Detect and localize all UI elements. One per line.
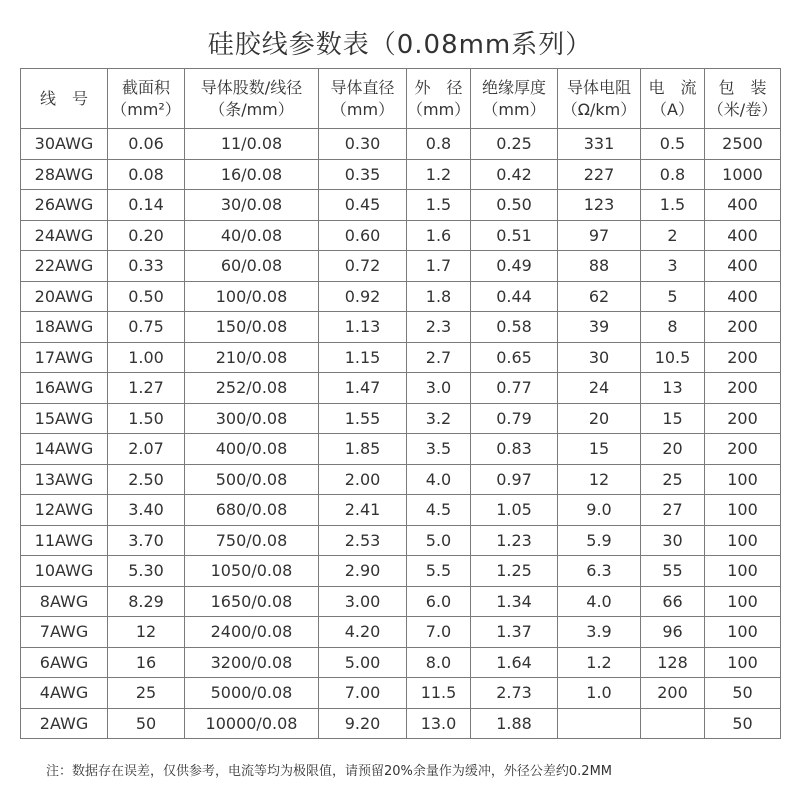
table-cell: 9.20 <box>319 708 407 739</box>
table-cell: 1.27 <box>108 373 185 404</box>
table-cell: 1.5 <box>407 190 471 221</box>
table-cell: 24 <box>558 373 641 404</box>
table-cell: 2.73 <box>471 678 558 709</box>
column-header-unit: （A） <box>651 99 694 119</box>
table-cell: 30 <box>558 342 641 373</box>
table-cell: 11AWG <box>21 525 108 556</box>
table-cell: 60/0.08 <box>185 251 319 282</box>
table-row <box>21 403 781 434</box>
table-cell: 20 <box>558 403 641 434</box>
table-cell: 400 <box>705 220 781 251</box>
table-cell: 9.0 <box>558 495 641 526</box>
column-header-unit: （mm） <box>330 99 395 119</box>
table-cell: 30AWG <box>21 129 108 160</box>
table-cell: 1.55 <box>319 403 407 434</box>
table-cell: 88 <box>558 251 641 282</box>
table-cell: 7AWG <box>21 617 108 648</box>
table-cell: 100 <box>705 525 781 556</box>
table-cell: 4.0 <box>558 586 641 617</box>
table-row <box>21 647 781 678</box>
column-header-label: 电 流 <box>648 77 697 97</box>
page-title: 硅胶线参数表（0.08mm系列） <box>207 30 593 60</box>
table-cell: 0.42 <box>471 159 558 190</box>
table-cell: 3.2 <box>407 403 471 434</box>
table-row <box>21 373 781 404</box>
table-cell: 5.5 <box>407 556 471 587</box>
table-cell: 25 <box>641 464 705 495</box>
table-cell: 50 <box>705 708 781 739</box>
table-cell: 11/0.08 <box>185 129 319 160</box>
table-cell: 16 <box>108 647 185 678</box>
table-cell: 1.23 <box>471 525 558 556</box>
table-row <box>21 617 781 648</box>
header-row <box>21 69 781 129</box>
table-cell: 96 <box>641 617 705 648</box>
table-cell: 4.20 <box>319 617 407 648</box>
table-row <box>21 220 781 251</box>
table-row <box>21 190 781 221</box>
table-cell: 2400/0.08 <box>185 617 319 648</box>
table-cell: 0.44 <box>471 281 558 312</box>
table-cell: 1.5 <box>641 190 705 221</box>
table-cell: 252/0.08 <box>185 373 319 404</box>
table-cell: 200 <box>705 312 781 343</box>
table-cell: 100 <box>705 617 781 648</box>
table-cell: 100 <box>705 495 781 526</box>
table-cell: 680/0.08 <box>185 495 319 526</box>
table-cell: 7.0 <box>407 617 471 648</box>
table-cell: 400 <box>705 190 781 221</box>
table-cell: 2.00 <box>319 464 407 495</box>
table-cell: 15AWG <box>21 403 108 434</box>
table-cell: 15 <box>558 434 641 465</box>
table-cell: 18AWG <box>21 312 108 343</box>
table-cell: 1.00 <box>108 342 185 373</box>
column-header-unit: （mm） <box>407 99 471 119</box>
table-cell: 1.50 <box>108 403 185 434</box>
column-header <box>21 69 108 129</box>
table-cell: 100 <box>705 556 781 587</box>
table-cell: 4.5 <box>407 495 471 526</box>
table-cell: 6AWG <box>21 647 108 678</box>
table-row <box>21 159 781 190</box>
table-cell: 0.72 <box>319 251 407 282</box>
table-cell: 2.07 <box>108 434 185 465</box>
column-header-unit: （mm²） <box>111 99 181 119</box>
column-header-unit: （米/卷） <box>707 99 778 119</box>
table-cell: 30 <box>641 525 705 556</box>
table-cell: 17AWG <box>21 342 108 373</box>
table-body <box>21 129 781 739</box>
table-cell: 200 <box>705 342 781 373</box>
table-cell: 97 <box>558 220 641 251</box>
table-cell: 24AWG <box>21 220 108 251</box>
table-cell: 30/0.08 <box>185 190 319 221</box>
table-cell: 2.41 <box>319 495 407 526</box>
table-cell: 3.5 <box>407 434 471 465</box>
table-cell: 128 <box>641 647 705 678</box>
table-cell: 5.00 <box>319 647 407 678</box>
table-cell: 3200/0.08 <box>185 647 319 678</box>
table-cell: 400 <box>705 281 781 312</box>
table-cell: 4.0 <box>407 464 471 495</box>
table-cell: 200 <box>705 434 781 465</box>
column-header-label: 线 号 <box>39 88 88 108</box>
column-header-label: 外 径 <box>414 77 463 97</box>
table-cell: 0.35 <box>319 159 407 190</box>
column-header <box>471 69 558 129</box>
table-cell: 1.25 <box>471 556 558 587</box>
table-cell <box>558 708 641 739</box>
table-cell: 400/0.08 <box>185 434 319 465</box>
table-cell: 400 <box>705 251 781 282</box>
table-cell: 0.8 <box>407 129 471 160</box>
table-cell: 300/0.08 <box>185 403 319 434</box>
column-header-unit: （条/mm） <box>209 99 294 119</box>
table-cell: 3.0 <box>407 373 471 404</box>
table-cell: 0.49 <box>471 251 558 282</box>
table-cell: 12 <box>108 617 185 648</box>
table-cell: 7.00 <box>319 678 407 709</box>
table-cell: 3 <box>641 251 705 282</box>
table-cell: 1.47 <box>319 373 407 404</box>
table-cell: 55 <box>641 556 705 587</box>
column-header <box>185 69 319 129</box>
table-cell: 1.05 <box>471 495 558 526</box>
table-cell: 0.14 <box>108 190 185 221</box>
column-header-label: 绝缘厚度 <box>481 77 546 97</box>
table-cell: 2.7 <box>407 342 471 373</box>
table-cell: 1650/0.08 <box>185 586 319 617</box>
table-cell: 0.06 <box>108 129 185 160</box>
table-cell: 50 <box>108 708 185 739</box>
table-cell: 331 <box>558 129 641 160</box>
table-cell: 500/0.08 <box>185 464 319 495</box>
table-cell: 3.9 <box>558 617 641 648</box>
table-cell: 22AWG <box>21 251 108 282</box>
table-cell: 16/0.08 <box>185 159 319 190</box>
table-cell: 100 <box>705 586 781 617</box>
column-header <box>705 69 781 129</box>
table-cell: 5.30 <box>108 556 185 587</box>
column-header-label: 导体直径 <box>330 77 395 97</box>
spec-table <box>20 68 781 739</box>
table-cell: 1.15 <box>319 342 407 373</box>
table-row <box>21 586 781 617</box>
column-header <box>407 69 471 129</box>
table-row <box>21 464 781 495</box>
table-cell: 0.92 <box>319 281 407 312</box>
table-cell: 3.00 <box>319 586 407 617</box>
table-cell: 0.20 <box>108 220 185 251</box>
column-header-label: 导体股数/线径 <box>200 77 303 97</box>
table-cell: 0.50 <box>471 190 558 221</box>
table-cell: 62 <box>558 281 641 312</box>
table-cell: 5000/0.08 <box>185 678 319 709</box>
table-cell: 150/0.08 <box>185 312 319 343</box>
table-cell: 13 <box>641 373 705 404</box>
table-cell: 0.8 <box>641 159 705 190</box>
table-cell: 2.3 <box>407 312 471 343</box>
table-cell: 15 <box>641 403 705 434</box>
footnote: 注：数据存在误差，仅供参考，电流等均为极限值，请预留20%余量作为缓冲，外径公差约0.2MM <box>46 764 613 779</box>
table-cell: 6.3 <box>558 556 641 587</box>
table-row <box>21 312 781 343</box>
table-cell: 39 <box>558 312 641 343</box>
table-cell: 1.6 <box>407 220 471 251</box>
table-cell: 0.97 <box>471 464 558 495</box>
table-cell: 40/0.08 <box>185 220 319 251</box>
table-cell: 123 <box>558 190 641 221</box>
table-cell: 750/0.08 <box>185 525 319 556</box>
table-cell: 210/0.08 <box>185 342 319 373</box>
column-header-label: 导体电阻 <box>566 77 631 97</box>
table-cell: 0.58 <box>471 312 558 343</box>
table-cell: 12AWG <box>21 495 108 526</box>
table-cell: 5 <box>641 281 705 312</box>
table-cell: 200 <box>705 403 781 434</box>
column-header-label: 包 装 <box>718 77 767 97</box>
table-cell: 200 <box>705 373 781 404</box>
table-cell: 10AWG <box>21 556 108 587</box>
table-cell: 13AWG <box>21 464 108 495</box>
table-row <box>21 556 781 587</box>
column-header <box>558 69 641 129</box>
table-cell: 227 <box>558 159 641 190</box>
table-cell: 0.25 <box>471 129 558 160</box>
table-cell: 1.88 <box>471 708 558 739</box>
table-cell: 2 <box>641 220 705 251</box>
table-cell: 8.29 <box>108 586 185 617</box>
table-cell: 3.40 <box>108 495 185 526</box>
table-cell: 1.0 <box>558 678 641 709</box>
table-cell: 5.9 <box>558 525 641 556</box>
column-header <box>641 69 705 129</box>
table-row <box>21 708 781 739</box>
table-cell: 8.0 <box>407 647 471 678</box>
table-cell: 0.60 <box>319 220 407 251</box>
table-cell: 0.5 <box>641 129 705 160</box>
table-cell: 6.0 <box>407 586 471 617</box>
table-cell: 2.90 <box>319 556 407 587</box>
table-cell: 0.51 <box>471 220 558 251</box>
table-cell: 16AWG <box>21 373 108 404</box>
table-cell: 0.45 <box>319 190 407 221</box>
column-header-label: 截面积 <box>121 77 170 97</box>
table-cell: 20AWG <box>21 281 108 312</box>
table-cell <box>641 708 705 739</box>
table-row <box>21 281 781 312</box>
table-cell: 1.13 <box>319 312 407 343</box>
table-cell: 100/0.08 <box>185 281 319 312</box>
table-cell: 200 <box>641 678 705 709</box>
table-cell: 1.64 <box>471 647 558 678</box>
column-header <box>319 69 407 129</box>
table-cell: 13.0 <box>407 708 471 739</box>
table-cell: 10000/0.08 <box>185 708 319 739</box>
table-cell: 2AWG <box>21 708 108 739</box>
table-cell: 0.75 <box>108 312 185 343</box>
table-cell: 3.70 <box>108 525 185 556</box>
table-cell: 14AWG <box>21 434 108 465</box>
table-cell: 12 <box>558 464 641 495</box>
table-cell: 0.50 <box>108 281 185 312</box>
column-header-unit: （Ω/km） <box>561 99 637 119</box>
table-cell: 1.2 <box>558 647 641 678</box>
table-cell: 2.53 <box>319 525 407 556</box>
table-row <box>21 434 781 465</box>
table-cell: 1000 <box>705 159 781 190</box>
table-cell: 1.37 <box>471 617 558 648</box>
table-cell: 0.08 <box>108 159 185 190</box>
table-cell: 2500 <box>705 129 781 160</box>
table-row <box>21 678 781 709</box>
table-row <box>21 495 781 526</box>
table-cell: 5.0 <box>407 525 471 556</box>
table-cell: 0.33 <box>108 251 185 282</box>
table-cell: 1.7 <box>407 251 471 282</box>
table-cell: 0.79 <box>471 403 558 434</box>
table-cell: 1.85 <box>319 434 407 465</box>
table-row <box>21 129 781 160</box>
table-cell: 1050/0.08 <box>185 556 319 587</box>
table-cell: 50 <box>705 678 781 709</box>
table-cell: 28AWG <box>21 159 108 190</box>
table-cell: 0.83 <box>471 434 558 465</box>
table-row <box>21 342 781 373</box>
table-cell: 0.65 <box>471 342 558 373</box>
table-cell: 66 <box>641 586 705 617</box>
table-cell: 27 <box>641 495 705 526</box>
table-row <box>21 251 781 282</box>
table-cell: 25 <box>108 678 185 709</box>
column-header-unit: （mm） <box>482 99 546 119</box>
table-cell: 8AWG <box>21 586 108 617</box>
table-cell: 100 <box>705 464 781 495</box>
table-cell: 10.5 <box>641 342 705 373</box>
table-cell: 1.8 <box>407 281 471 312</box>
table-cell: 0.77 <box>471 373 558 404</box>
table-cell: 1.34 <box>471 586 558 617</box>
table-cell: 4AWG <box>21 678 108 709</box>
table-cell: 20 <box>641 434 705 465</box>
table-cell: 0.30 <box>319 129 407 160</box>
table-cell: 11.5 <box>407 678 471 709</box>
column-header <box>108 69 185 129</box>
table-cell: 26AWG <box>21 190 108 221</box>
table-cell: 1.2 <box>407 159 471 190</box>
table-cell: 8 <box>641 312 705 343</box>
table-row <box>21 525 781 556</box>
table-cell: 2.50 <box>108 464 185 495</box>
table-cell: 100 <box>705 647 781 678</box>
